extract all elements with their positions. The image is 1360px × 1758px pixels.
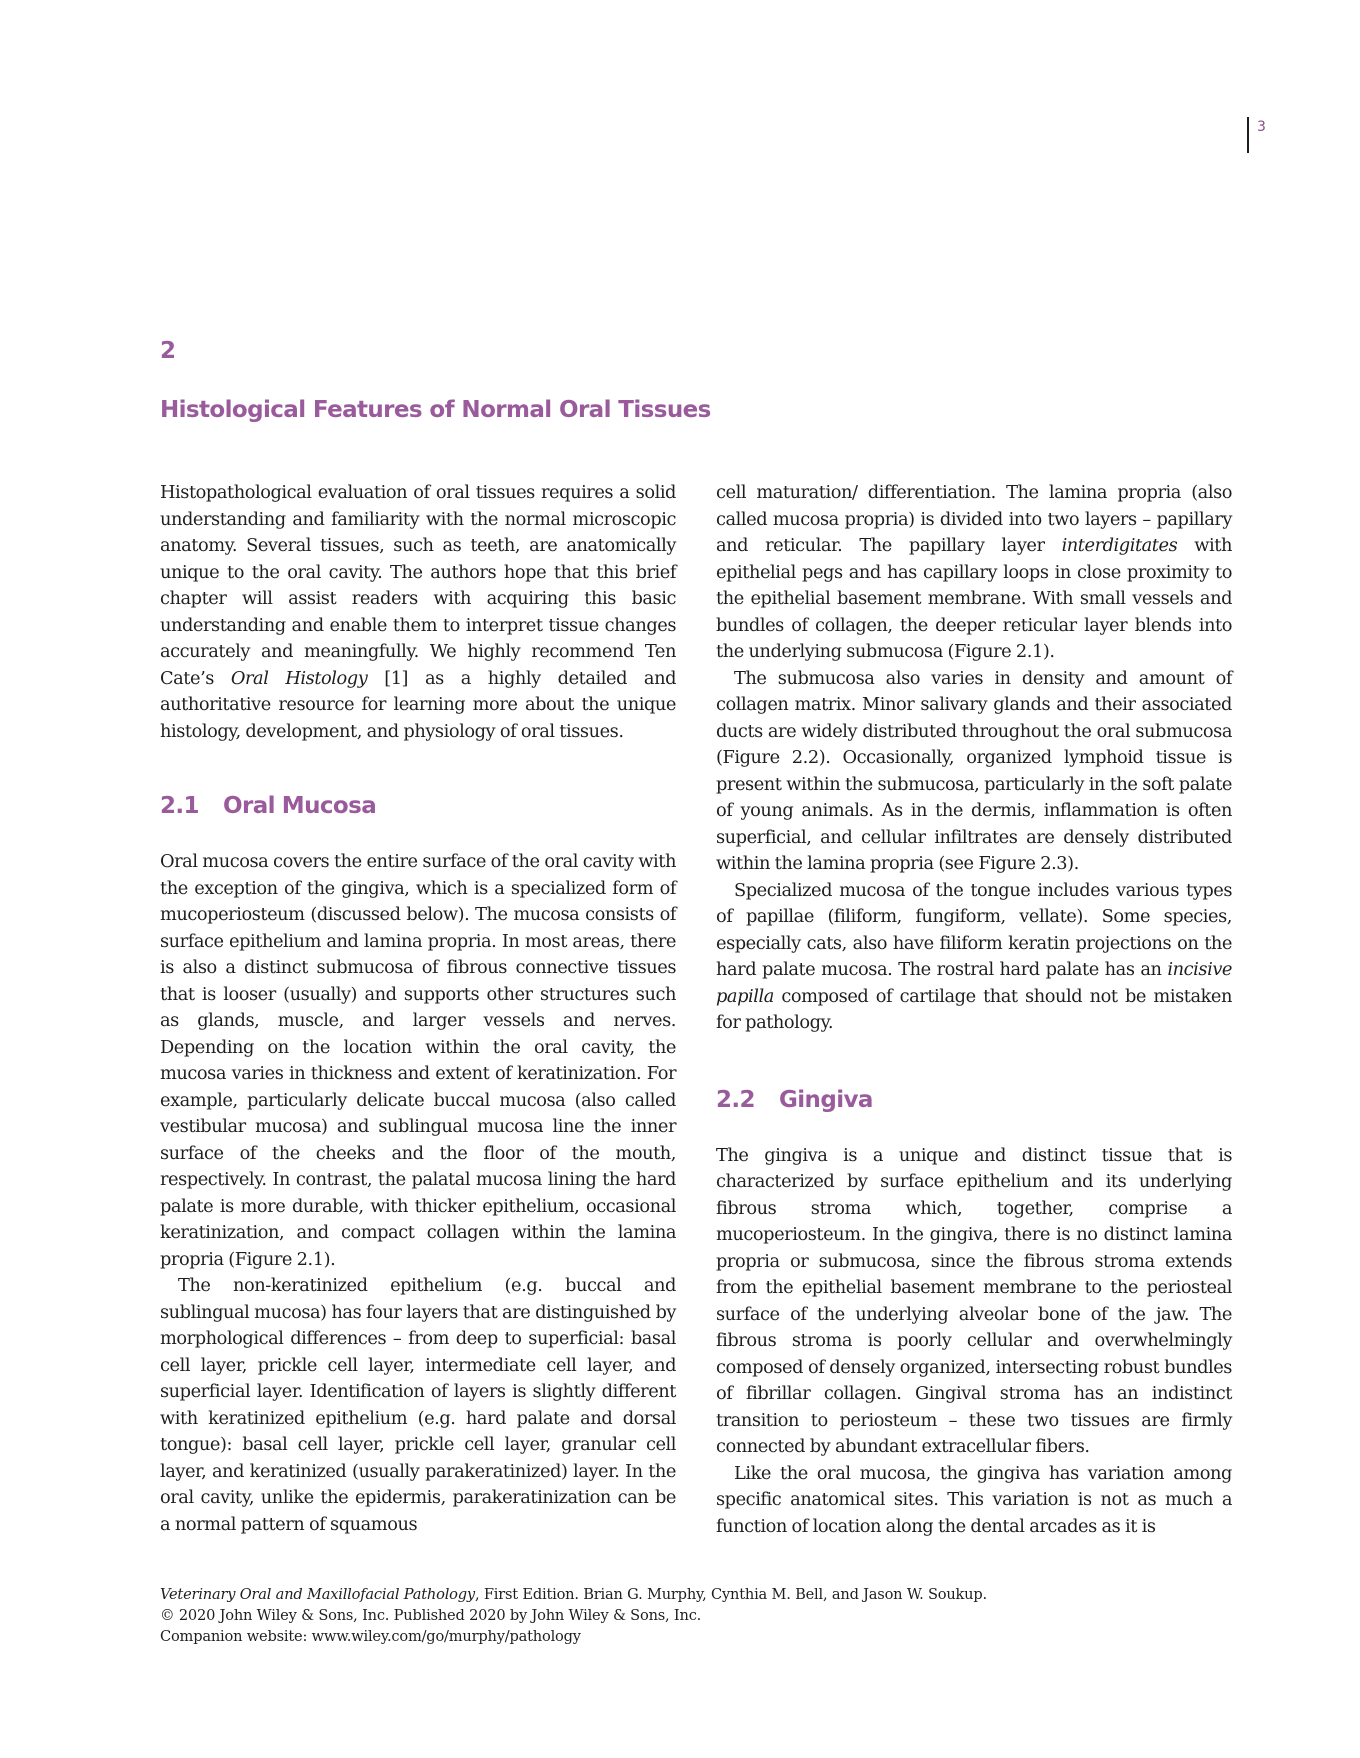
copyright-footer xyxy=(160,1584,987,1647)
chapter-title: Histological Features of Normal Oral Tissues xyxy=(160,397,711,423)
book-reference-italic: Oral Histology xyxy=(230,667,368,689)
chapter-number: 2 xyxy=(160,338,177,364)
italic-term: incisive papilla xyxy=(716,959,1232,1007)
oral-mucosa-paragraph-2-continued: cell maturation/ differentiation. The lamina propria (also called mucosa propria) is divided into two layers – papillary and reticular. The papillary layer interdigitates with epithelial pegs and has capillary loops in close proximity to the epithelial basement membrane. With small vessels and bundles of collagen, the deeper reticular layer blends into the underlying submucosa (Figure 2.1). xyxy=(716,482,1232,662)
footer-companion-website: Companion website: www.wiley.com/go/murphy/pathology xyxy=(160,1628,581,1645)
section-heading-oral-mucosa xyxy=(160,793,676,819)
footer-book-title: Veterinary Oral and Maxillofacial Pathology xyxy=(160,1586,475,1603)
section-heading-gingiva xyxy=(716,1087,1232,1113)
footer-copyright: © 2020 John Wiley & Sons, Inc. Published 2020 by John Wiley & Sons, Inc. xyxy=(160,1607,702,1624)
gingiva-paragraph-2: Like the oral mucosa, the gingiva has variation among specific anatomical sites. This variation is not as much a function of location along the dental arcades as it is xyxy=(716,1462,1232,1537)
oral-mucosa-paragraph-3: The submucosa also varies in density and amount of collagen matrix. Minor salivary glands and their associated ducts are widely distributed throughout the oral submucosa (Figure 2.2). Occasionally, organized lymphoid tissue is present within the submucosa, particularly in the soft palate of young animals. As in the dermis, inflammation is often superficial, and cellular infiltrates are densely distributed within the lamina propria (see Figure 2.3). xyxy=(716,667,1232,874)
left-column xyxy=(160,480,676,1538)
oral-mucosa-paragraph-4: Specialized mucosa of the tongue includes various types of papillae (filiform, fungiform, vellate). Some species, especially cats, also have filiform keratin projections on the hard palate mucosa. The rostral hard palate has an incisive papilla composed of cartilage that should not be mistaken for pathology. xyxy=(716,879,1232,1033)
section-number: 2.1 xyxy=(160,793,199,819)
oral-mucosa-paragraph-2: The non-keratinized epithelium (e.g. buccal and sublingual mucosa) has four layers that are distinguished by morphological differences – from deep to superficial: basal cell layer, prickle cell layer, intermediate cell layer, and superficial layer. Identification of layers is slightly different with keratinized epithelium (e.g. hard palate and dorsal tongue): basal cell layer, prickle cell layer, granular cell layer, and keratinized (usually parakeratinized) layer. In the oral cavity, unlike the epidermis, parakeratinization can be a normal pattern of squamous xyxy=(160,1275,676,1535)
gingiva-paragraph-1: The gingiva is a unique and distinct tissue that is characterized by surface epithelium and its underlying fibrous stroma which, together, comprise a mucoperiosteum. In the gingiva, there is no distinct lamina propria or submucosa, since the fibrous stroma extends from the epithelial basement membrane to the periosteal surface of the underlying alveolar bone of the jaw. The fibrous stroma is poorly cellular and overwhelmingly composed of densely organized, intersecting robust bundles of fibrillar collagen. Gingival stroma has an indistinct transition to periosteum – these two tissues are firmly connected by abundant extracellular fibers. xyxy=(716,1144,1232,1457)
section-number: 2.2 xyxy=(716,1086,755,1113)
right-column xyxy=(716,480,1232,1540)
section-title: Oral Mucosa xyxy=(223,793,377,819)
oral-mucosa-paragraph-1: Oral mucosa covers the entire surface of the oral cavity with the exception of the gingiva, which is a specialized form of mucoperiosteum (discussed below). The mucosa consists of surface epithelium and lamina propria. In most areas, there is also a distinct submucosa of fibrous connective tissues that is looser (usually) and supports other structures such as glands, muscle, and larger vessels and nerves. Depending on the location within the oral cavity, the mucosa varies in thickness and extent of keratinization. For example, particularly delicate buccal mucosa (also called vestibular mucosa) and sublingual mucosa line the inner surface of the cheeks and the floor of the mouth, respectively. In contrast, the palatal mucosa lining the hard palate is more durable, with thicker epithelium, occasional keratinization, and compact collagen within the lamina propria (Figure 2.1). xyxy=(160,851,676,1270)
italic-term: interdigitates xyxy=(1061,535,1178,556)
page-number: 3 xyxy=(1247,117,1266,153)
intro-paragraph: Histopathological evaluation of oral tissues requires a solid understanding and familiarity with the normal microscopic anatomy. Several tissues, such as teeth, are anatomically unique to the oral cavity. The authors hope that this brief chapter will assist readers with acquiring this basic understanding and enable them to interpret tissue changes accurately and meaningfully. We highly recommend Ten Cate’s Oral Histology [1] as a highly detailed and authoritative resource for learning more about the unique histology, development, and physiology of oral tissues. xyxy=(160,482,676,742)
section-title: Gingiva xyxy=(779,1086,873,1113)
footer-citation: Veterinary Oral and Maxillofacial Pathology, First Edition. Brian G. Murphy, Cynthia M. Bell, and Jason W. Soukup. xyxy=(160,1586,987,1603)
